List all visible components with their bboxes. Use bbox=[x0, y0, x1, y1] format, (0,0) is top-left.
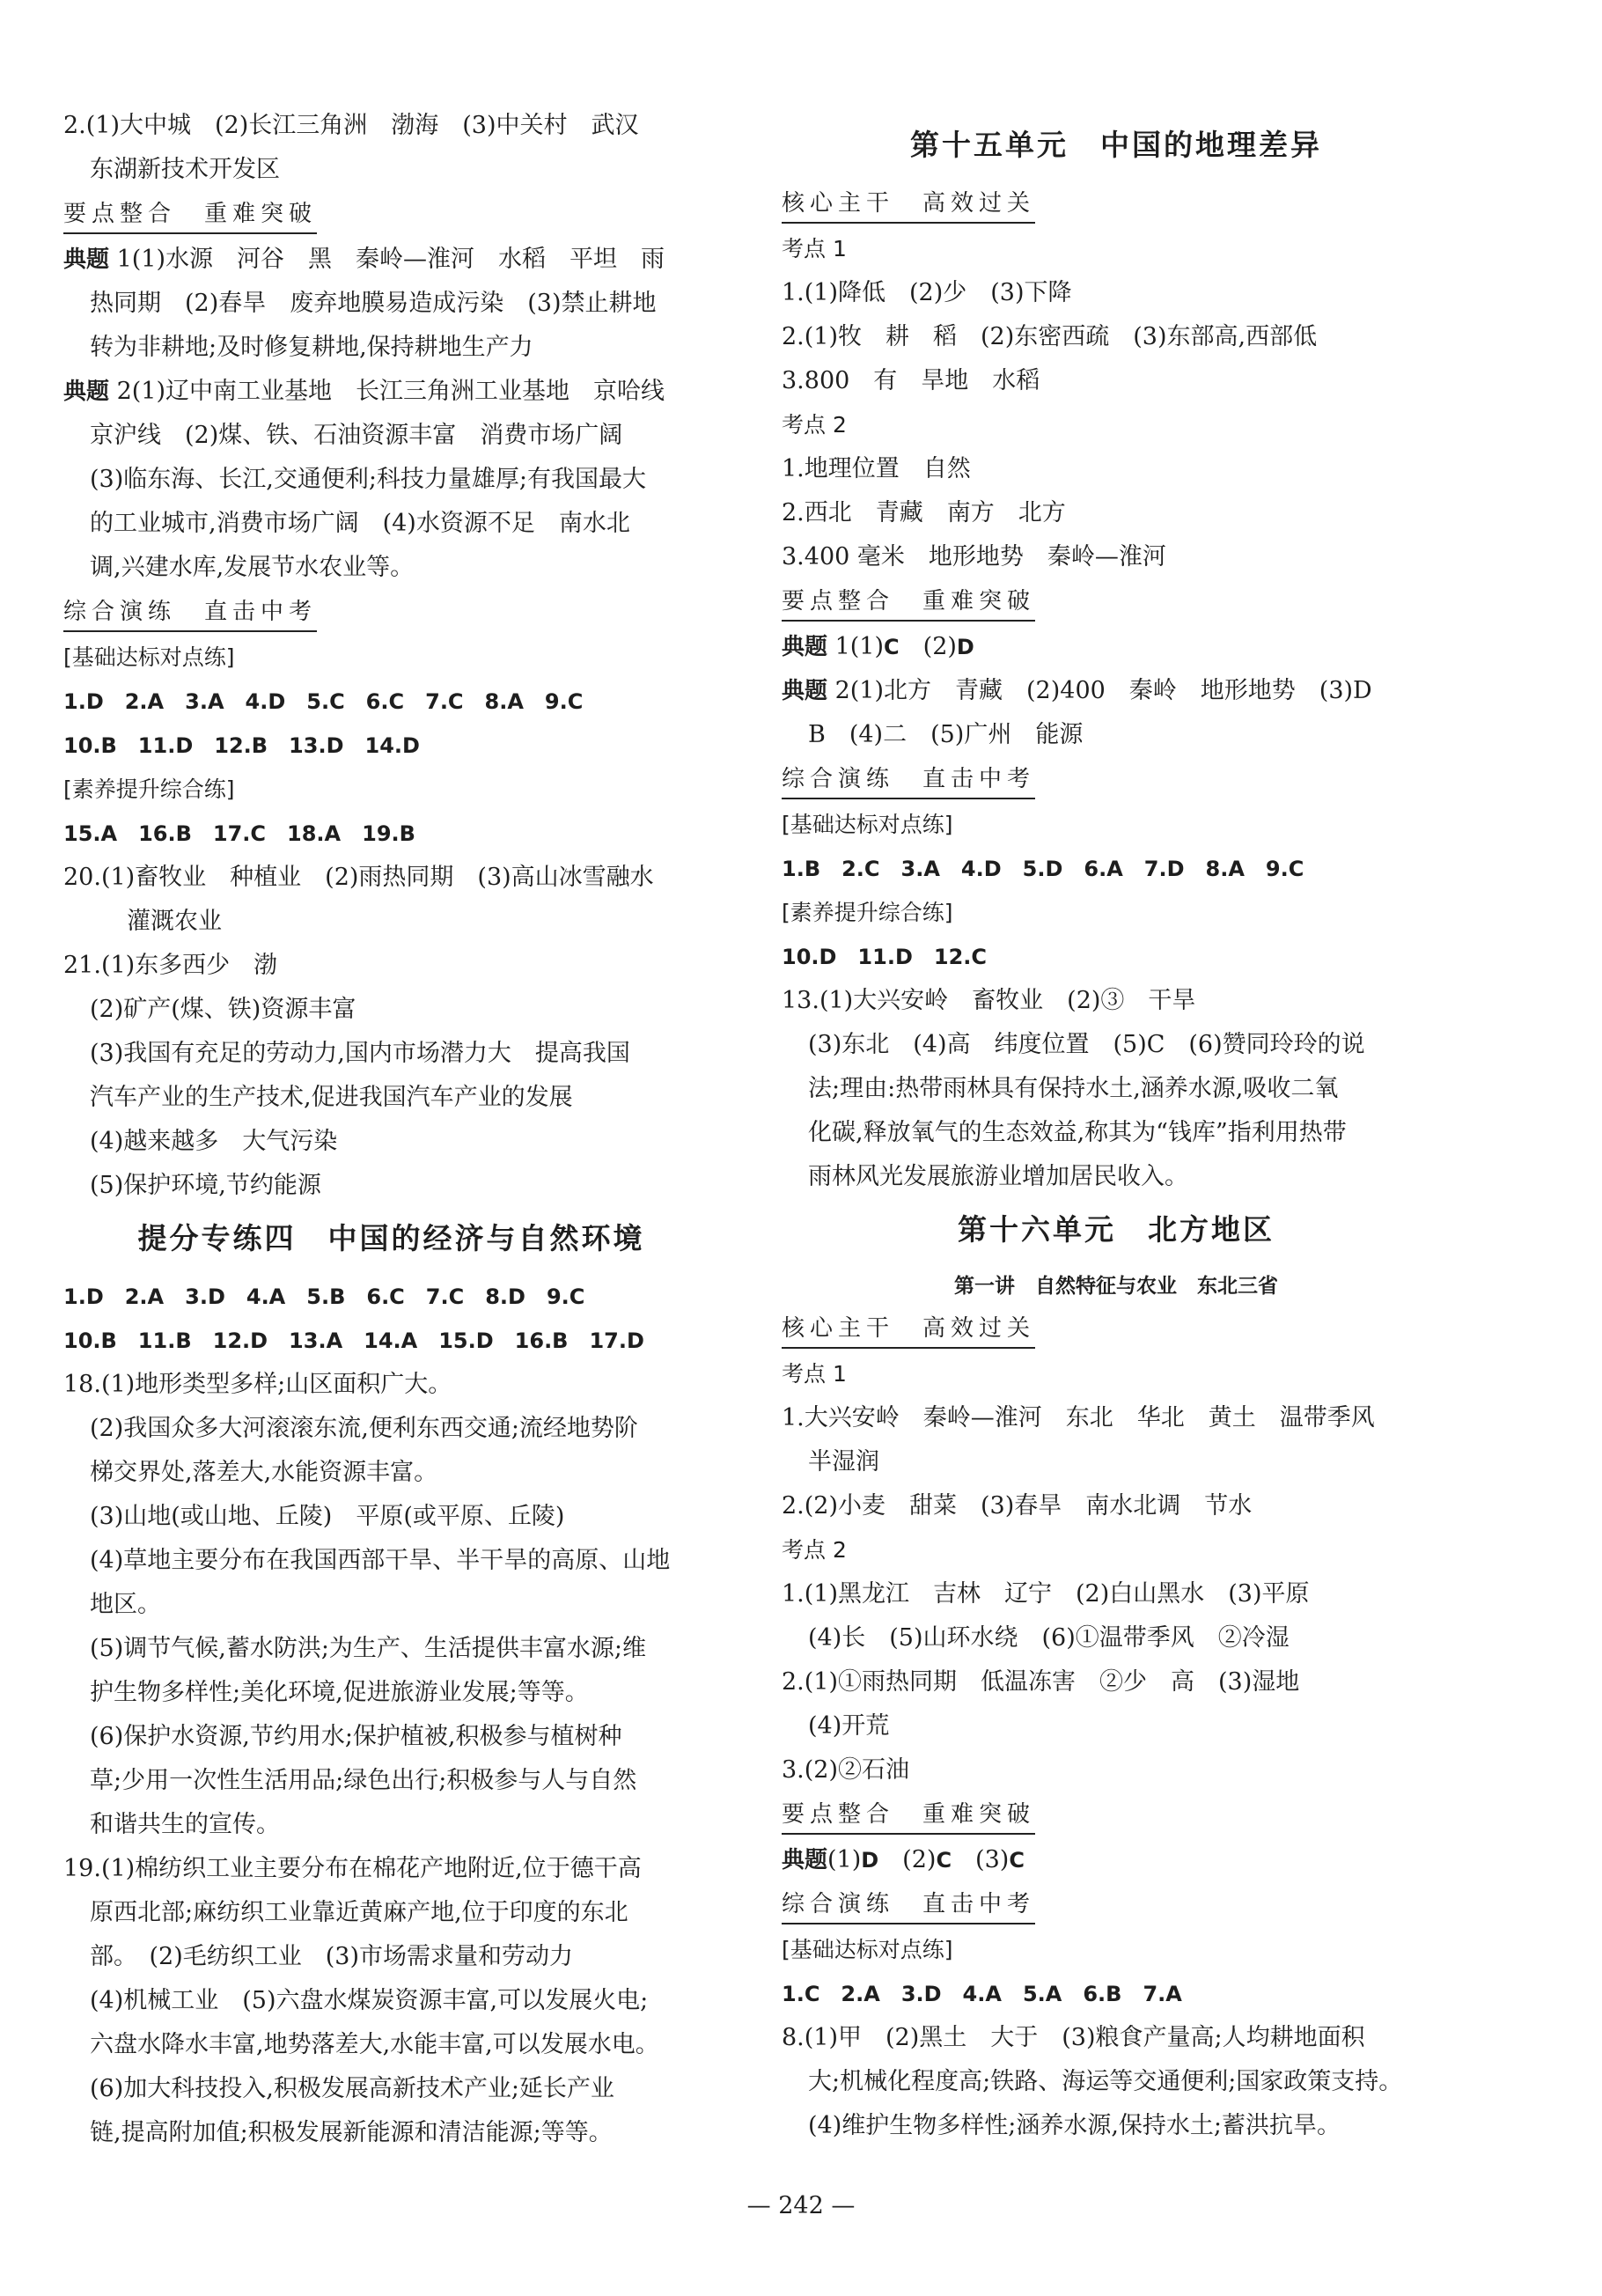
example-label: 典题 bbox=[782, 678, 828, 704]
unit-title: 第十五单元 中国的地理差异 bbox=[910, 128, 1322, 162]
answer-text: (3) bbox=[952, 1846, 1010, 1873]
example-label: 典题 bbox=[782, 634, 828, 660]
answer-line: 3.(2)②石油 bbox=[782, 1756, 910, 1784]
section-heading bbox=[782, 757, 1451, 803]
answer-key-row: 15.A 16.B 17.C 18.A 19.B bbox=[63, 821, 415, 846]
answer-line: 和谐共生的宣传。 bbox=[90, 1811, 280, 1838]
answer-line bbox=[782, 1838, 1451, 1882]
answer-line: 20.(1)畜牧业 种植业 (2)雨热同期 (3)高山冰雪融水 bbox=[63, 864, 654, 891]
answer-line: 雨林风光发展旅游业增加居民收入。 bbox=[808, 1163, 1188, 1190]
answer-key-row: 1.C 2.A 3.D 4.A 5.A 6.B 7.A bbox=[782, 1982, 1182, 2006]
key-point-label: 考点 1 bbox=[782, 236, 847, 261]
answer-line bbox=[63, 370, 719, 414]
answer-text: (1) bbox=[827, 1846, 862, 1873]
answer-line: 东湖新技术开发区 bbox=[90, 156, 280, 183]
section-heading bbox=[782, 181, 1451, 227]
answer-line: (2)矿产(煤、铁)资源丰富 bbox=[90, 996, 356, 1023]
answer-line bbox=[782, 669, 1451, 713]
answer-line: (4)开荒 bbox=[808, 1712, 890, 1740]
answer-line: (5)调节气候,蓄水防洪;为生产、生活提供丰富水源;维 bbox=[90, 1635, 647, 1662]
exercise-label: [基础达标对点练] bbox=[63, 644, 235, 670]
exercise-label: [素养提升综合练] bbox=[782, 900, 953, 925]
answer-line: (4)机械工业 (5)六盘水煤炭资源丰富,可以发展火电; bbox=[90, 1987, 649, 2014]
lecture-title: 第一讲 自然特征与农业 东北三省 bbox=[954, 1275, 1278, 1298]
answer-line: 六盘水降水丰富,地势落差大,水能丰富,可以发展水电。 bbox=[90, 2031, 659, 2058]
example-label: 典题 bbox=[63, 247, 110, 273]
section-heading-text: 要点整合 重难突破 bbox=[782, 585, 1035, 622]
answer-line: 京沪线 (2)煤、铁、石油资源丰富 消费市场广阔 bbox=[90, 422, 623, 449]
answer-line: 2.(1)大中城 (2)长江三角洲 渤海 (3)中关村 武汉 bbox=[63, 112, 639, 139]
right-column bbox=[782, 114, 1451, 2148]
section-heading bbox=[782, 1882, 1451, 1928]
example-label: 典题 bbox=[63, 379, 110, 405]
key-point-label: 考点 1 bbox=[782, 1361, 847, 1387]
answer-line: 3.800 有 旱地 水稻 bbox=[782, 367, 1040, 394]
answer-choice: C bbox=[1009, 1848, 1025, 1873]
section-heading bbox=[782, 579, 1451, 625]
answer-choice: C bbox=[936, 1848, 952, 1873]
page-number: — 242 — bbox=[746, 2192, 856, 2219]
answer-line: 草;少用一次性生活用品;绿色出行;积极参与人与自然 bbox=[90, 1767, 637, 1794]
answer-line: (4)草地主要分布在我国西部干旱、半干旱的高原、山地 bbox=[90, 1547, 671, 1574]
answer-line: (4)长 (5)山环水绕 (6)①温带季风 ②冷湿 bbox=[808, 1624, 1290, 1652]
section-heading-text: 综合演练 直击中考 bbox=[782, 762, 1035, 799]
answer-line: 18.(1)地形类型多样;山区面积广大。 bbox=[63, 1371, 452, 1398]
answer-key-row: 1.D 2.A 3.D 4.A 5.B 6.C 7.C 8.D 9.C bbox=[63, 1284, 585, 1309]
answer-line: (3)我国有充足的劳动力,国内市场潜力大 提高我国 bbox=[90, 1040, 630, 1067]
answer-line: 地区。 bbox=[90, 1591, 161, 1618]
key-point-label: 考点 2 bbox=[782, 1537, 847, 1563]
section-heading bbox=[782, 1306, 1451, 1352]
answer-line: 13.(1)大兴安岭 畜牧业 (2)③ 干旱 bbox=[782, 987, 1196, 1014]
key-point-label: 考点 2 bbox=[782, 412, 847, 438]
answer-line: 部。 (2)毛纺织工业 (3)市场需求量和劳动力 bbox=[90, 1943, 573, 1970]
section-heading bbox=[782, 1792, 1451, 1838]
unit-title: 提分专练四 中国的经济与自然环境 bbox=[137, 1221, 645, 1255]
answer-key-row: 10.D 11.D 12.C bbox=[782, 945, 988, 969]
answer-line: 灌溉农业 bbox=[127, 908, 222, 935]
exercise-label: [基础达标对点练] bbox=[782, 812, 953, 837]
answer-line: (3)山地(或山地、丘陵) 平原(或平原、丘陵) bbox=[90, 1503, 565, 1530]
answer-text: 1(1)水源 河谷 黑 秦岭—淮河 水稻 平坦 雨 bbox=[109, 246, 665, 273]
answer-line: 2.西北 青藏 南方 北方 bbox=[782, 499, 1066, 526]
answer-line bbox=[782, 625, 1451, 669]
example-label: 典题 bbox=[782, 1847, 828, 1873]
answer-line: B (4)二 (5)广州 能源 bbox=[808, 721, 1084, 748]
answer-line: 热同期 (2)春旱 废弃地膜易造成污染 (3)禁止耕地 bbox=[90, 290, 657, 317]
answer-line: 19.(1)棉纺织工业主要分布在棉花产地附近,位于德干高 bbox=[63, 1855, 642, 1882]
left-column bbox=[63, 104, 719, 2155]
answer-line: 汽车产业的生产技术,促进我国汽车产业的发展 bbox=[90, 1084, 573, 1111]
answer-choice: D bbox=[956, 635, 974, 659]
section-heading-text: 要点整合 重难突破 bbox=[782, 1798, 1035, 1835]
answer-key-row: 1.B 2.C 3.A 4.D 5.D 6.A 7.D 8.A 9.C bbox=[782, 857, 1304, 881]
answer-line: (6)保护水资源,节约用水;保护植被,积极参与植树种 bbox=[90, 1723, 622, 1750]
answer-choice: D bbox=[861, 1848, 879, 1873]
exercise-label: [基础达标对点练] bbox=[782, 1937, 953, 1962]
unit-title: 第十六单元 北方地区 bbox=[958, 1212, 1275, 1247]
answer-text: 1(1) bbox=[827, 633, 885, 660]
answer-line: 半湿润 bbox=[808, 1448, 879, 1475]
answer-line: 化碳,释放氧气的生态效益,称其为“钱库”指利用热带 bbox=[808, 1119, 1347, 1146]
answer-line: 原西北部;麻纺织工业靠近黄麻产地,位于印度的东北 bbox=[90, 1899, 628, 1926]
answer-line: 8.(1)甲 (2)黑土 大于 (3)粮食产量高;人均耕地面积 bbox=[782, 2024, 1365, 2051]
answer-text: (2) bbox=[878, 1846, 937, 1873]
answer-text: 2(1)北方 青藏 (2)400 秦岭 地形地势 (3)D bbox=[827, 677, 1372, 704]
answer-line: 的工业城市,消费市场广阔 (4)水资源不足 南水北 bbox=[90, 510, 630, 537]
answer-line: 链,提高附加值;积极发展新能源和清洁能源;等等。 bbox=[90, 2119, 613, 2146]
section-heading-text: 综合演练 直击中考 bbox=[782, 1888, 1035, 1924]
answer-text: 2(1)辽中南工业基地 长江三角洲工业基地 京哈线 bbox=[109, 378, 665, 405]
answer-choice: C bbox=[884, 635, 900, 659]
answer-line: 21.(1)东多西少 渤 bbox=[63, 952, 278, 979]
answer-line: (5)保护环境,节约能源 bbox=[90, 1172, 321, 1199]
answer-line: 转为非耕地;及时修复耕地,保持耕地生产力 bbox=[90, 334, 533, 361]
answer-line: 法;理由:热带雨林具有保持水土,涵养水源,吸收二氧 bbox=[808, 1075, 1339, 1102]
answer-key-row: 10.B 11.B 12.D 13.A 14.A 15.D 16.B 17.D bbox=[63, 1328, 644, 1353]
answer-line: 调,兴建水库,发展节水农业等。 bbox=[90, 554, 415, 581]
answer-line: 2.(1)①雨热同期 低温冻害 ②少 高 (3)湿地 bbox=[782, 1668, 1300, 1696]
section-heading-text: 要点整合 重难突破 bbox=[63, 197, 317, 234]
answer-line: (2)我国众多大河滚滚东流,便利东西交通;流经地势阶 bbox=[90, 1415, 638, 1442]
section-heading-text: 核心主干 高效过关 bbox=[782, 187, 1035, 224]
answer-line: (3)东北 (4)高 纬度位置 (5)C (6)赞同玲玲的说 bbox=[808, 1031, 1365, 1058]
exercise-label: [素养提升综合练] bbox=[63, 776, 235, 802]
answer-text: (2) bbox=[899, 633, 957, 660]
answer-line: (4)越来越多 大气污染 bbox=[90, 1128, 338, 1155]
section-heading bbox=[63, 590, 719, 636]
answer-line bbox=[63, 238, 719, 282]
answer-line: 1.地理位置 自然 bbox=[782, 455, 971, 482]
section-heading-text: 综合演练 直击中考 bbox=[63, 595, 317, 632]
answer-key-row: 1.D 2.A 3.A 4.D 5.C 6.C 7.C 8.A 9.C bbox=[63, 689, 584, 714]
section-heading bbox=[63, 192, 719, 238]
answer-line: 梯交界处,落差大,水能资源丰富。 bbox=[90, 1459, 438, 1486]
answer-line: 1.(1)黑龙江 吉林 辽宁 (2)白山黑水 (3)平原 bbox=[782, 1580, 1310, 1608]
answer-line: (3)临东海、长江,交通便利;科技力量雄厚;有我国最大 bbox=[90, 466, 647, 493]
section-heading-text: 核心主干 高效过关 bbox=[782, 1312, 1035, 1349]
answer-key-row: 10.B 11.D 12.B 13.D 14.D bbox=[63, 733, 420, 758]
answer-line: 护生物多样性;美化环境,促进旅游业发展;等等。 bbox=[90, 1679, 589, 1706]
answer-line: 大;机械化程度高;铁路、海运等交通便利;国家政策支持。 bbox=[808, 2068, 1403, 2095]
answer-line: 3.400 毫米 地形地势 秦岭—淮河 bbox=[782, 543, 1166, 570]
answer-line: (4)维护生物多样性;涵养水源,保持水土;蓄洪抗旱。 bbox=[808, 2112, 1341, 2139]
answer-line: 1.(1)降低 (2)少 (3)下降 bbox=[782, 279, 1072, 306]
answer-line: 1.大兴安岭 秦岭—淮河 东北 华北 黄土 温带季风 bbox=[782, 1404, 1375, 1431]
answer-line: 2.(2)小麦 甜菜 (3)春旱 南水北调 节水 bbox=[782, 1492, 1253, 1520]
answer-line: (6)加大科技投入,积极发展高新技术产业;延长产业 bbox=[90, 2075, 614, 2102]
answer-line: 2.(1)牧 耕 稻 (2)东密西疏 (3)东部高,西部低 bbox=[782, 323, 1318, 350]
